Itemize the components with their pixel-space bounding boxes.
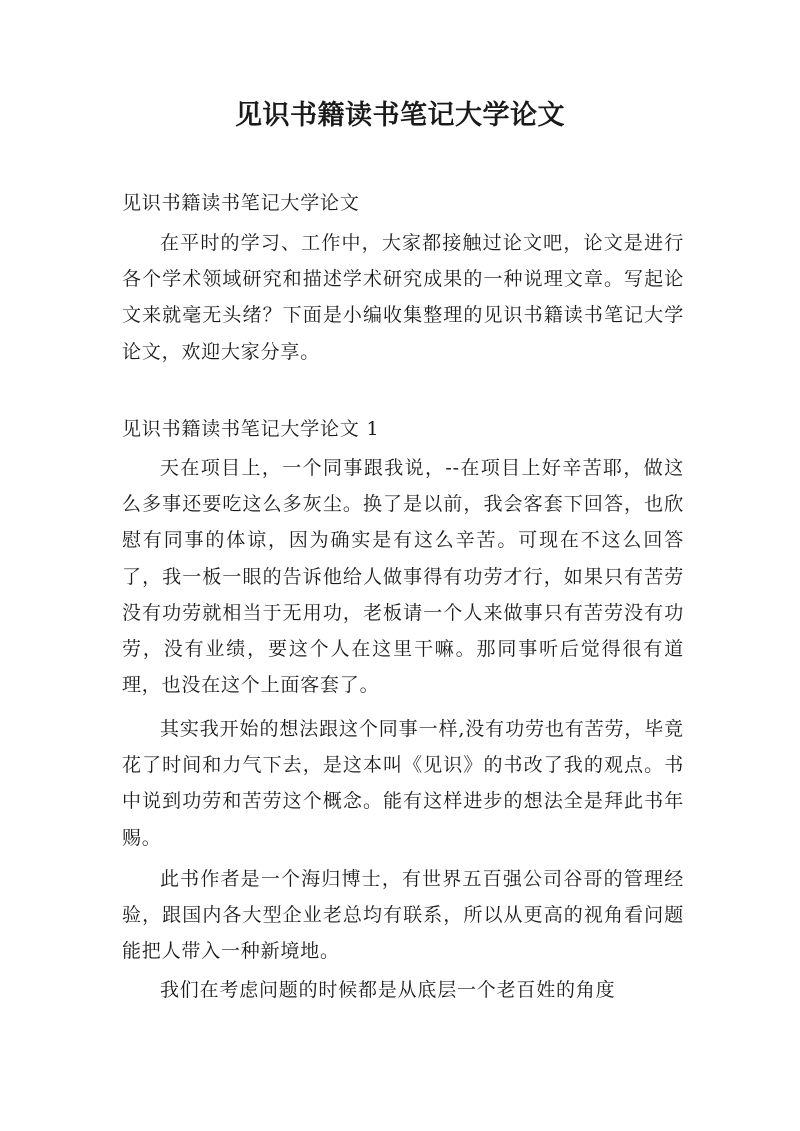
- section-heading: 见识书籍读书笔记大学论文 1: [122, 418, 380, 440]
- body-paragraph-3: 此书作者是一个海归博士，有世界五百强公司谷哥的管理经验，跟国内各大型企业老总均有联系，所以从更高的视角看问题能把人带入一种新境地。: [122, 868, 684, 963]
- body-paragraph-2: 其实我开始的想法跟这个同事一样,没有功劳也有苦劳，毕竟花了时间和力气下去，是这本叫《见识》的书改了我的观点。书中说到功劳和苦劳这个概念。能有这样进步的想法全是拜此书年赐。: [122, 718, 684, 849]
- intro-paragraph: 在平时的学习、工作中，大家都接触过论文吧，论文是进行各个学术领域研究和描述学术研究成果的一种说理文章。写起论文来就毫无头绪？下面是小编收集整理的见识书籍读书笔记大学论文，欢迎大家分享。: [122, 232, 684, 363]
- document-title: 见识书籍读书笔记大学论文: [235, 100, 565, 131]
- intro-heading: 见识书籍读书笔记大学论文: [122, 192, 360, 214]
- body-paragraph-1: 天在项目上，一个同事跟我说，--在项目上好辛苦耶，做这么多事还要吃这么多灰尘。换了是以前，我会客套下回答，也欣慰有同事的体谅，因为确实是有这么辛苦。可现在不这么回答了，我一板一眼的告诉他给人做事得有功劳才行，如果只有苦劳没有功劳就相当于无用功，老板请一个人来做事只有苦劳没有功劳，没有业绩，要这个人在这里干嘛。那同事听后觉得很有道理，也没在这个上面客套了。: [122, 457, 684, 697]
- body-paragraph-4: 我们在考虑问题的时候都是从底层一个老百姓的角度: [160, 979, 616, 1001]
